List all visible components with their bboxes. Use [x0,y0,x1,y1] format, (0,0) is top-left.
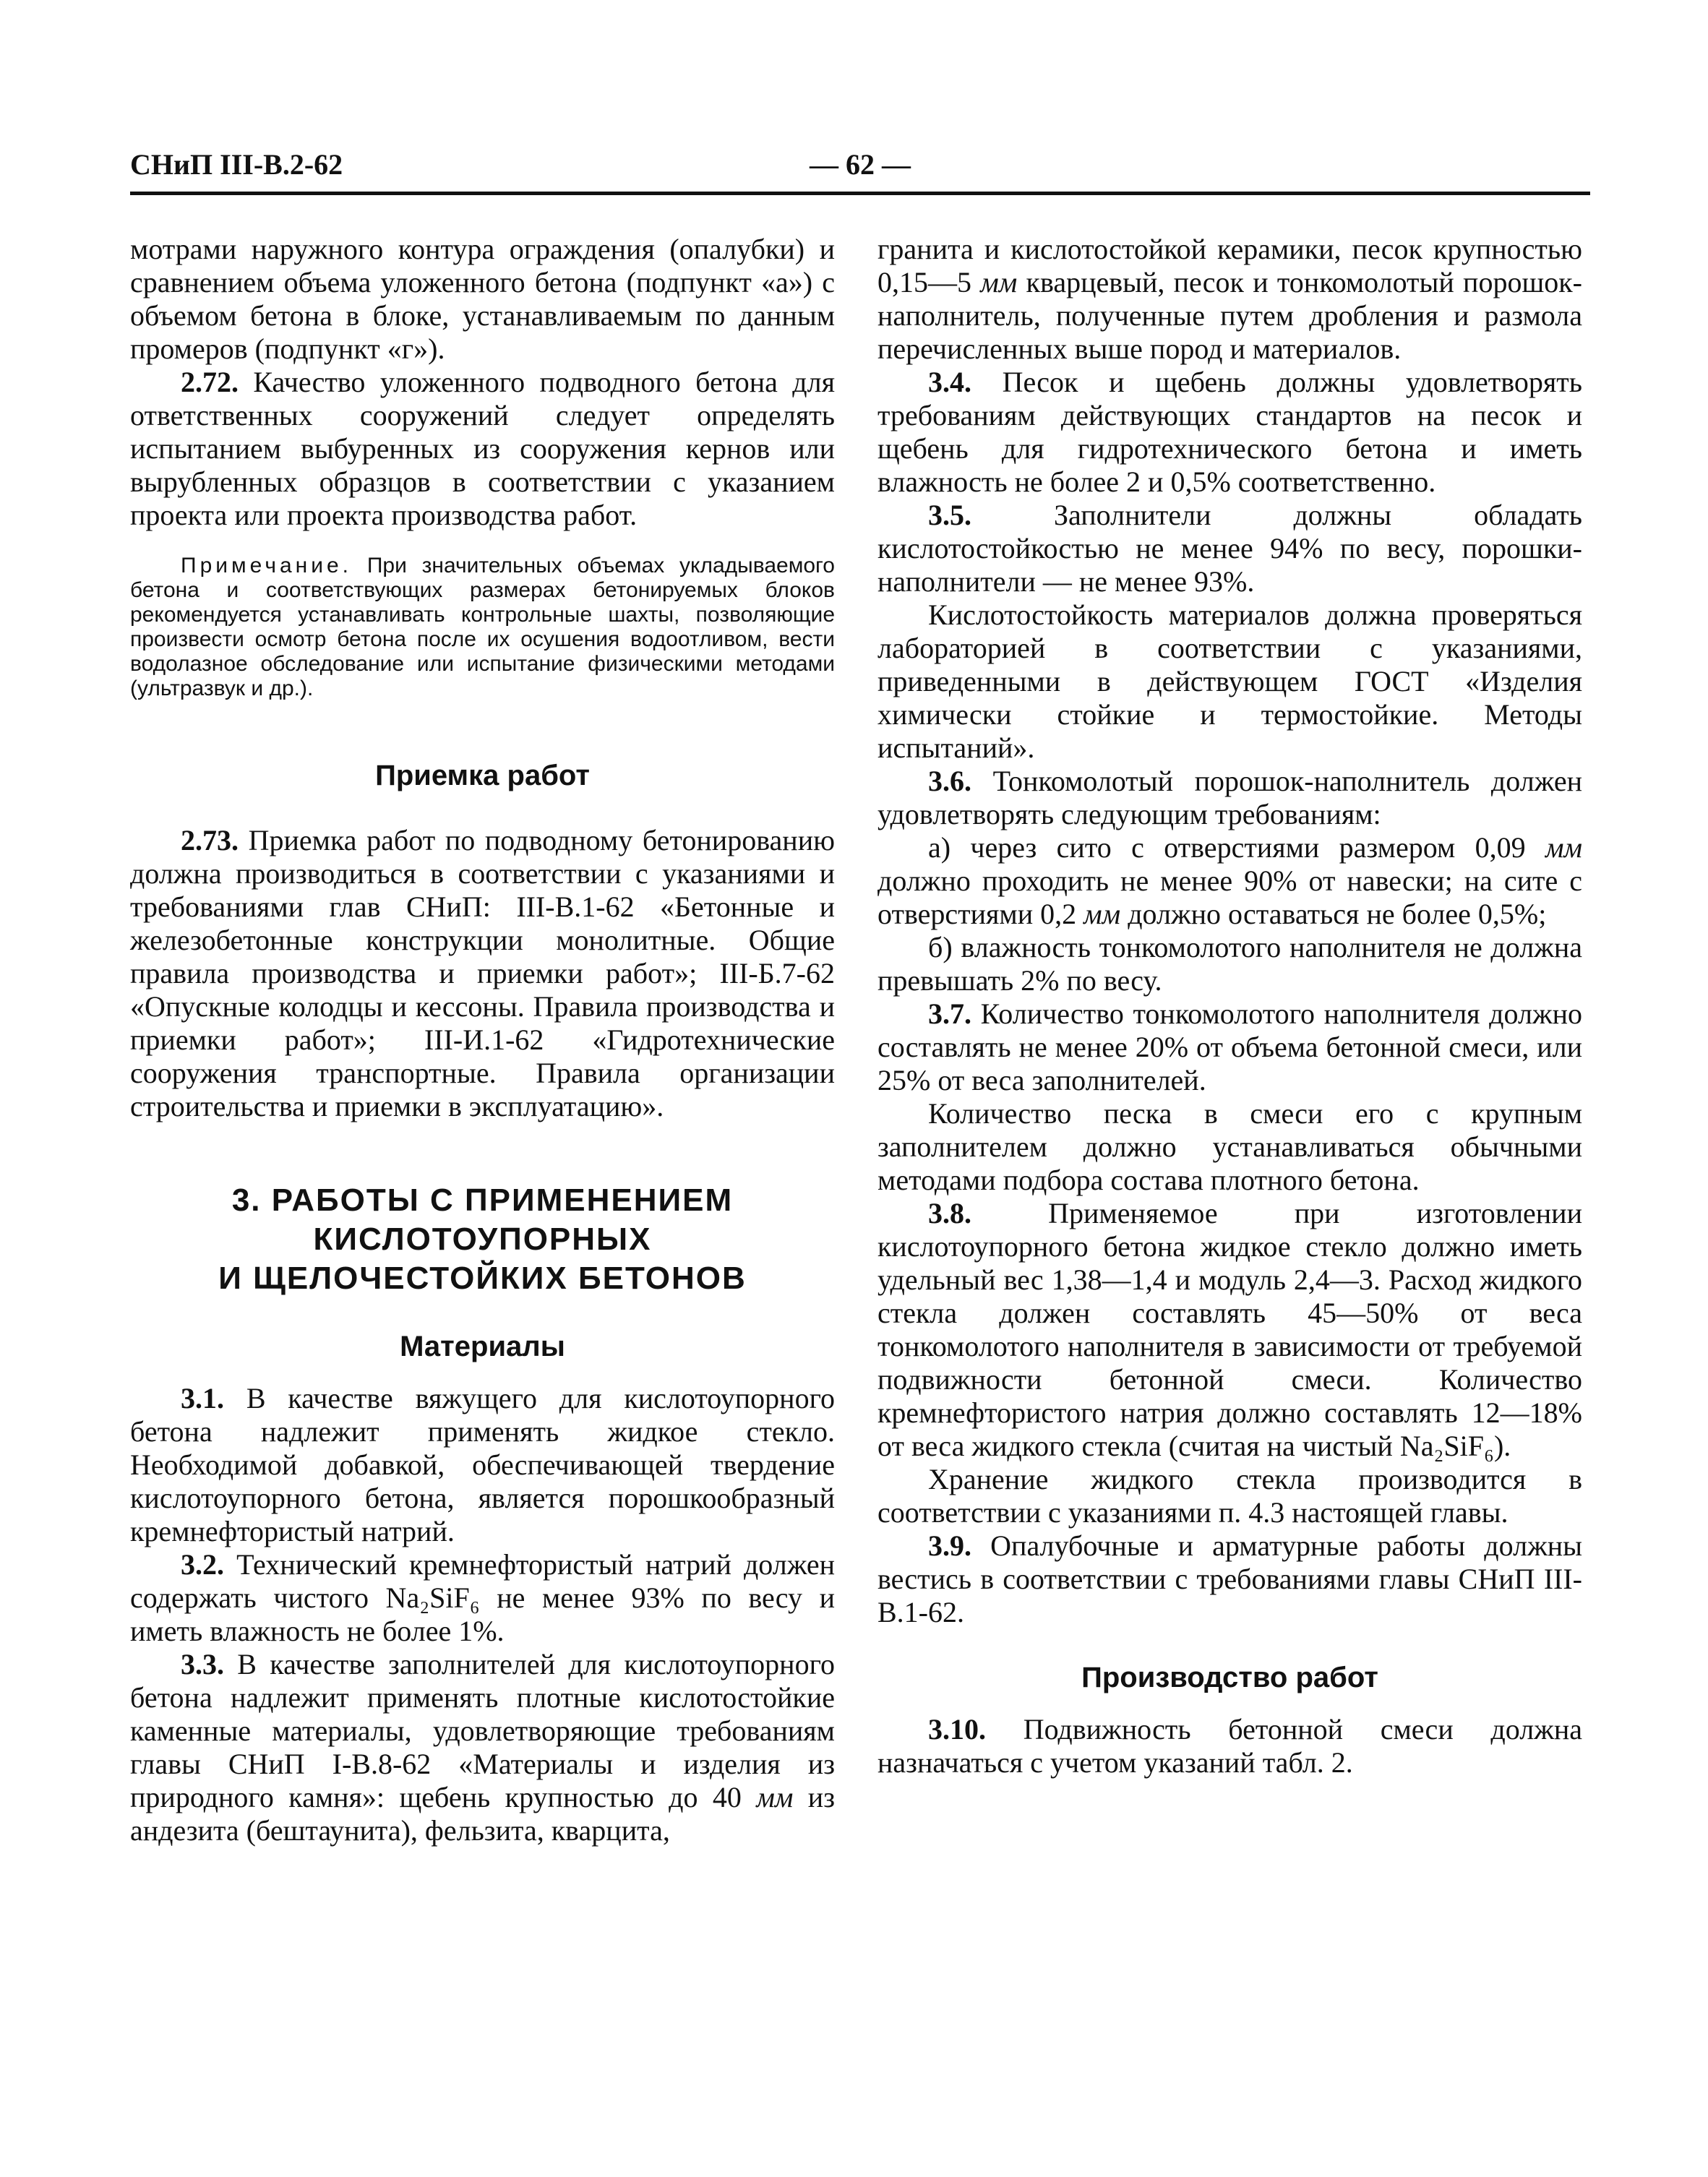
spacer [130,792,835,824]
paragraph-3-5 [877,499,1582,598]
clause-number: 3.6. [928,765,971,797]
note [130,554,835,701]
clause-number: 3.2. [181,1548,224,1581]
paragraph-3-3 [130,1648,835,1847]
right-column [877,233,1582,1779]
clause-text: Заполнители должны обладать кислотостойкостью не менее 94% по весу, порошки-наполнители — не менее 93%. [877,499,1582,598]
clause-text: Качество уложенного подводного бетона для ответственных сооружений следует определять испытанием выбуренных из сооружения кернов или вырубленных образцов в соответствии с указанием проекта или проекта производства работ. [130,366,835,531]
clause-text: Количество тонкомолотого наполнителя должно составлять не менее 20% от объема бетонной смеси, или 25% от веса заполнителей. [877,997,1582,1096]
clause-text: кварцевый, песок и тонкомолотый порошок-наполнитель, полученные путем дробления и размола перечисленных выше пород и материалов. [877,266,1582,365]
paragraph-continued [877,233,1582,366]
paragraph-3-4 [877,366,1582,499]
paragraph-3-10 [877,1713,1582,1779]
spacer [130,1298,835,1330]
page-header [130,145,1590,188]
note-label: Примечание. [181,554,352,577]
clause-text: а) через сито с отверстиями размером 0,09 [928,831,1545,864]
clause-text: Подвижность бетонной смеси должна назначаться с учетом указаний табл. 2. [877,1713,1582,1779]
paragraph-storage: Хранение жидкого стекла производится в соответствии с указаниями п. 4.3 настоящей главы. [877,1463,1582,1529]
clause-number: 3.3. [181,1648,224,1680]
paragraph-3-7 [877,997,1582,1097]
unit-mm: мм [1545,831,1582,864]
left-column [130,233,835,1847]
heading-materials: Материалы [400,1331,565,1362]
clause-number: 3.5. [928,499,971,531]
spacer [130,1123,835,1181]
clause-text: Опалубочные и арматурные работы должны вестись в соответствии с требованиями главы СНиП III-В.1-62. [877,1529,1582,1628]
paragraph-3-9 [877,1529,1582,1629]
paragraph-3-2 [130,1548,835,1648]
spacer [130,701,835,759]
unit-mm: мм [980,266,1018,299]
paragraph-3-8 [877,1197,1582,1463]
clause-text: В качестве заполнителей для кислотоупорного бетона надлежит применять плотные кислотостойкие каменные материалы, удовлетворяющие требованиям главы СНиП I-В.8-62 «Материалы и изделия из природного камня»: щебень крупностью до 40 [130,1648,835,1813]
note-text: При значительных объемах укладываемого бетона и соответствующих размерах бетонируемых блоков рекомендуется устанавливать контрольные шахты, позволяющие произвести осмотр бетона после их осушения водоотливом, вести водолазное обследование или испытание физическими методами (ультразвук и др.). [130,554,835,700]
paragraph-item-b: б) влажность тонкомолотого наполнителя не должна превышать 2% по весу. [877,931,1582,997]
paragraph-3-1 [130,1382,835,1548]
clause-number: 2.73. [181,824,239,856]
clause-text: Тонкомолотый порошок-наполнитель должен удовлетворять следующим требованиям: [877,765,1582,830]
clause-number: 3.7. [928,997,971,1030]
paragraph-acid-resistance: Кислотостойкость материалов должна проверяться лабораторией в соответствии с указаниями, приведенными в действующем ГОСТ «Изделия химически стойкие и термостойкие. Методы испытаний». [877,598,1582,764]
page-number: — 62 — [810,148,911,181]
section-title-line-2: КИСЛОТОУПОРНЫХ [313,1221,652,1257]
clause-text: Применяемое при изготовлении кислотоупорного бетона жидкое стекло должно иметь удельный вес 1,38—1,4 и модуль 2,4—3. Расход жидкого стекла должен составлять 45—50% от веса тонкомолотого наполнителя в зависимости от требуемой подвижности бетонной смеси. Количество кремнефтористого натрия должно составлять 12—18% от веса жидкого стекла (считая на чистый Na₂SiF₆). [877,1197,1582,1462]
paragraph-sand: Количество песка в смеси его с крупным заполнителем должно устанавливаться обычными методами подбора состава плотного бетона. [877,1097,1582,1196]
section-title-line-3: И ЩЕЛОЧЕСТОЙКИХ БЕТОНОВ [218,1261,747,1296]
clause-text: Песок и щебень должны удовлетворять требованиям действующих стандартов на песок и щебень для гидротехнического бетона и иметь влажность не более 2 и 0,5% соответственно. [877,366,1582,498]
section-title-line-1: 3. РАБОТЫ С ПРИМЕНЕНИЕМ [231,1182,734,1218]
clause-text: должно оставаться не более 0,5%; [1120,898,1547,930]
clause-text: В качестве вяжущего для кислотоупорного бетона надлежит применять жидкое стекло. Необходимой добавкой, обеспечивающей твердение кислотоупорного бетона, является порошкообразный кремнефтористый натрий. [130,1382,835,1547]
header-rule [130,192,1590,195]
document-code: СНиП III-В.2-62 [130,148,343,181]
clause-text: гранита и кислотостойкой керамики, песок крупностью 0,15—5 [877,233,1582,299]
clause-number: 3.9. [928,1529,971,1562]
unit-mm: мм [1083,898,1121,930]
spacer [130,1363,835,1382]
spacer [877,1629,1582,1661]
clause-number: 3.8. [928,1197,971,1229]
unit-mm: мм [756,1781,794,1813]
paragraph-2-72 [130,366,835,532]
clause-text: Приемка работ по подводному бетонированию должна производиться в соответствии с указаниями и требованиями глав СНиП: III-В.1-62 «Бетонные и железобетонные конструкции монолитные. Общие правила производства и приемки работ»; III-Б.7-62 «Опускные колодцы и кессоны. Правила производства и приемки работ»; III-И.1-62 «Гидротехнические сооружения транспортные. Правила организации строительства и приемки в эксплуатацию». [130,824,835,1122]
clause-number: 3.1. [181,1382,224,1414]
clause-text: Технический кремнефтористый натрий должен содержать чистого Na₂SiF₆ не менее 93% по весу и иметь влажность не более 1%. [130,1548,835,1647]
paragraph-continued: мотрами наружного контура ограждения (опалубки) и сравнением объема уложенного бетона (подпункт «а») с объемом бетона в блоке, устанавливаемым по данным промеров (подпункт «г»). [130,233,835,365]
clause-text: должно проходить не менее 90% от навески; на сите с отверстиями 0,2 [877,864,1582,930]
clause-text: из андезита (бештаунита), фельзита, кварцита, [130,1781,835,1847]
heading-production: Производство работ [1081,1662,1378,1693]
clause-number: 3.10. [928,1713,986,1746]
paragraph-2-73 [130,824,835,1123]
spacer [877,1694,1582,1713]
paragraph-3-6 [877,765,1582,831]
clause-number: 2.72. [181,366,239,398]
paragraph-item-a [877,831,1582,931]
clause-number: 3.4. [928,366,971,398]
heading-acceptance: Приемка работ [375,760,590,791]
